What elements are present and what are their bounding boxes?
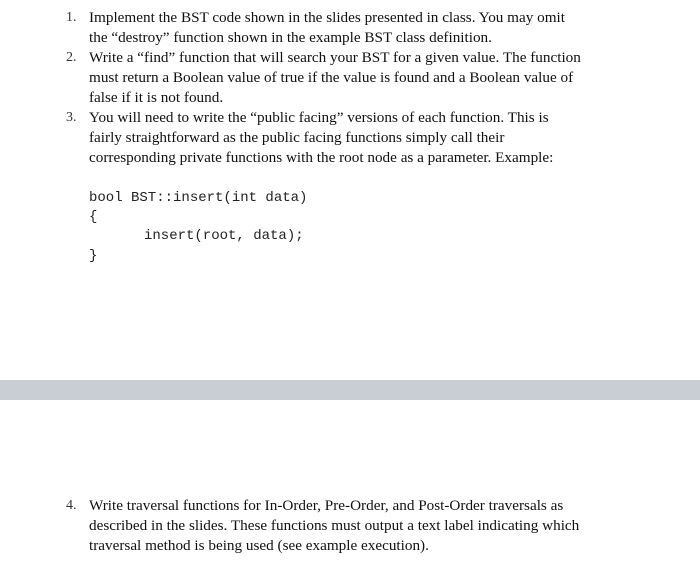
list-item-4 — [0, 496, 700, 556]
item-text-line: the “destroy” function shown in the example BST class definition. — [89, 29, 492, 46]
item-text-line: Write a “find” function that will search your BST for a given value. The function — [89, 49, 581, 66]
item-text-line: fairly straightforward as the public facing functions simply call their — [89, 129, 505, 146]
list-item-3 — [0, 108, 700, 168]
item-text-line: false if it is not found. — [89, 89, 224, 106]
list-item-2 — [0, 48, 700, 108]
code-open-brace: { — [89, 209, 98, 225]
list-item-1 — [0, 8, 700, 48]
list-number: 1. — [66, 10, 77, 25]
item-text-line: described in the slides. These functions must output a text label indicating which — [89, 517, 580, 534]
item-text-line: traversal method is being used (see example execution). — [89, 537, 429, 554]
item-text-line: Write traversal functions for In-Order, Pre-Order, and Post-Order traversals as — [89, 497, 564, 514]
item-text-line: must return a Boolean value of true if the value is found and a Boolean value of — [89, 69, 574, 86]
instructions-list-bottom — [0, 496, 700, 556]
code-signature: bool BST::insert(int data) — [89, 190, 308, 206]
item-text-line: Implement the BST code shown in the slides presented in class. You may omit — [89, 9, 565, 26]
list-number: 4. — [66, 498, 77, 513]
item-text-line: corresponding private functions with the root node as a parameter. Example: — [89, 149, 554, 166]
page-divider — [0, 380, 700, 400]
code-close-brace: } — [89, 248, 98, 264]
list-number: 2. — [66, 50, 77, 65]
item-text-line: You will need to write the “public facing” versions of each function. This is — [89, 109, 549, 126]
code-body: insert(root, data); — [144, 228, 304, 244]
instructions-list-top — [0, 8, 700, 168]
list-number: 3. — [66, 110, 77, 125]
